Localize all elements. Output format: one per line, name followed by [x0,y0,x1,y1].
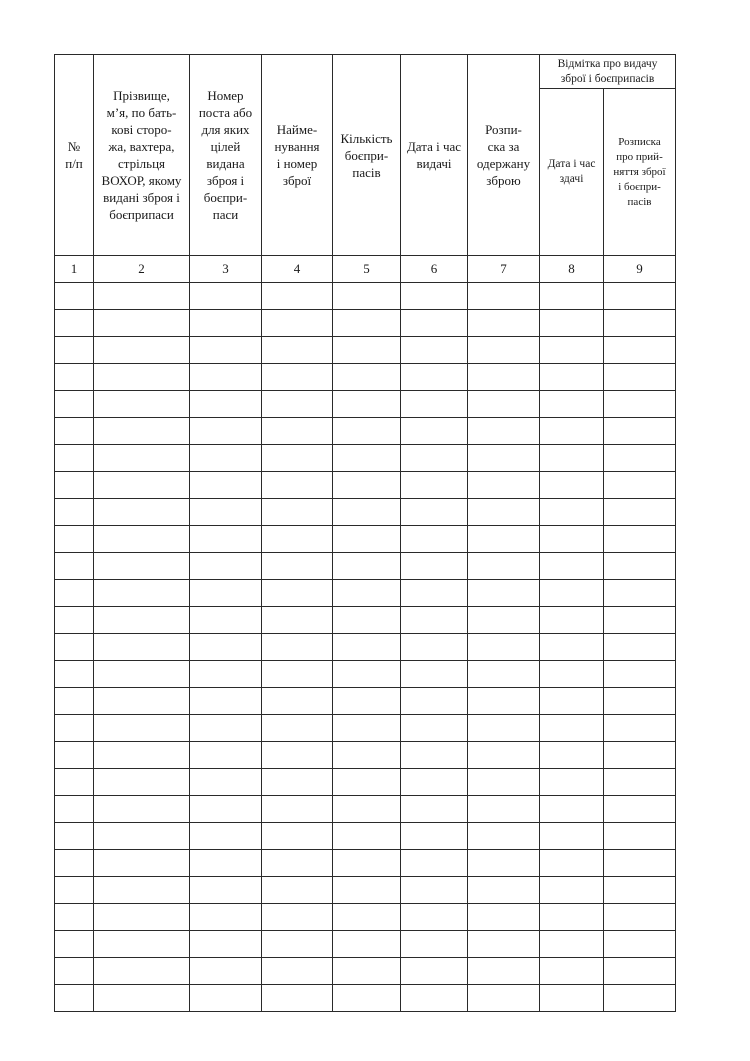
header-post-number: Номер поста або для яких цілей видана зброя і боєпри- паси [190,55,262,256]
table-cell[interactable] [55,418,94,445]
table-row [55,418,676,445]
table-cell[interactable] [262,769,333,796]
table-cell[interactable] [540,391,604,418]
table-cell[interactable] [333,607,401,634]
table-cell[interactable] [55,445,94,472]
table-cell[interactable] [55,472,94,499]
table-cell[interactable] [401,904,468,931]
table-cell[interactable] [190,769,262,796]
table-row [55,796,676,823]
table-cell[interactable] [540,499,604,526]
table-cell[interactable] [190,931,262,958]
table-row [55,472,676,499]
table-cell[interactable] [468,823,540,850]
table-cell[interactable] [333,526,401,553]
table-cell[interactable] [262,310,333,337]
table-row [55,958,676,985]
table-cell[interactable] [262,418,333,445]
table-cell[interactable] [401,472,468,499]
table-cell[interactable] [333,418,401,445]
table-cell[interactable] [333,310,401,337]
table-cell[interactable] [604,850,676,877]
header-acceptance-signature: Розписка про прий- няття зброї і боєпри- пасів [604,89,676,256]
table-cell[interactable] [604,742,676,769]
table-cell[interactable] [262,958,333,985]
table-cell[interactable] [401,580,468,607]
table-cell[interactable] [262,445,333,472]
table-cell[interactable] [190,742,262,769]
table-cell[interactable] [262,337,333,364]
table-cell[interactable] [468,661,540,688]
table-cell[interactable] [468,958,540,985]
table-cell[interactable] [333,877,401,904]
table-cell[interactable] [333,472,401,499]
table-cell[interactable] [55,337,94,364]
table-cell[interactable] [94,337,190,364]
table-cell[interactable] [468,904,540,931]
header-ammo-quantity: Кількість боєпри- пасів [333,55,401,256]
table-cell[interactable] [604,904,676,931]
table-row [55,931,676,958]
table-cell[interactable] [604,364,676,391]
table-cell[interactable] [94,499,190,526]
header-weapon-name-number: Найме- нування і номер зброї [262,55,333,256]
table-cell[interactable] [55,877,94,904]
table-cell[interactable] [401,337,468,364]
table-cell[interactable] [604,337,676,364]
table-cell[interactable] [468,580,540,607]
table-cell[interactable] [468,364,540,391]
table-cell[interactable] [94,553,190,580]
table-cell[interactable] [540,904,604,931]
table-cell[interactable] [333,688,401,715]
table-cell[interactable] [540,877,604,904]
table-cell[interactable] [540,850,604,877]
table-cell[interactable] [333,769,401,796]
table-cell[interactable] [94,580,190,607]
table-row [55,580,676,607]
table-cell[interactable] [262,607,333,634]
table-row [55,364,676,391]
table-cell[interactable] [540,769,604,796]
table-cell[interactable] [468,607,540,634]
table-cell[interactable] [262,823,333,850]
table-cell[interactable] [540,472,604,499]
table-cell[interactable] [55,796,94,823]
table-cell[interactable] [94,688,190,715]
table-cell[interactable] [540,688,604,715]
header-issue-datetime: Дата і час видачі [401,55,468,256]
table-cell[interactable] [333,634,401,661]
column-number: 7 [468,256,540,283]
table-cell[interactable] [190,337,262,364]
table-cell[interactable] [604,688,676,715]
table-cell[interactable] [190,607,262,634]
table-cell[interactable] [262,364,333,391]
table-cell[interactable] [604,715,676,742]
table-row [55,850,676,877]
table-cell[interactable] [540,634,604,661]
table-cell[interactable] [540,364,604,391]
table-cell[interactable] [55,742,94,769]
table-cell[interactable] [94,715,190,742]
table-row [55,985,676,1012]
table-cell[interactable] [540,526,604,553]
table-cell[interactable] [190,796,262,823]
table-cell[interactable] [94,769,190,796]
column-number: 9 [604,256,676,283]
journal-body [55,283,676,1012]
table-cell[interactable] [262,661,333,688]
table-cell[interactable] [262,931,333,958]
table-cell[interactable] [468,985,540,1012]
table-cell[interactable] [55,607,94,634]
table-cell[interactable] [262,742,333,769]
table-cell[interactable] [190,499,262,526]
table-cell[interactable] [540,445,604,472]
column-number: 6 [401,256,468,283]
table-cell[interactable] [468,877,540,904]
table-cell[interactable] [55,283,94,310]
table-cell[interactable] [604,526,676,553]
table-cell[interactable] [94,634,190,661]
table-cell[interactable] [94,472,190,499]
table-cell[interactable] [468,796,540,823]
table-cell[interactable] [55,850,94,877]
table-cell[interactable] [190,715,262,742]
table-cell[interactable] [604,418,676,445]
table-cell[interactable] [468,769,540,796]
table-cell[interactable] [55,931,94,958]
table-cell[interactable] [55,553,94,580]
header-receipt-signature: Розпи- ска за одержану зброю [468,55,540,256]
table-cell[interactable] [540,796,604,823]
table-cell[interactable] [468,688,540,715]
table-cell[interactable] [55,310,94,337]
table-cell[interactable] [604,985,676,1012]
table-cell[interactable] [94,877,190,904]
table-cell[interactable] [55,391,94,418]
table-row [55,310,676,337]
table-cell[interactable] [333,796,401,823]
table-cell[interactable] [333,904,401,931]
table-cell[interactable] [540,553,604,580]
table-cell[interactable] [55,904,94,931]
table-cell[interactable] [55,634,94,661]
table-cell[interactable] [262,877,333,904]
table-cell[interactable] [262,391,333,418]
table-cell[interactable] [540,418,604,445]
table-row [55,823,676,850]
table-cell[interactable] [604,796,676,823]
table-cell[interactable] [468,499,540,526]
table-cell[interactable] [604,283,676,310]
column-number: 3 [190,256,262,283]
table-cell[interactable] [262,904,333,931]
table-cell[interactable] [604,553,676,580]
table-cell[interactable] [94,958,190,985]
table-cell[interactable] [468,634,540,661]
table-cell[interactable] [55,580,94,607]
column-number-row [55,256,676,283]
table-cell[interactable] [604,472,676,499]
table-cell[interactable] [94,823,190,850]
table-cell[interactable] [604,931,676,958]
table-cell[interactable] [262,715,333,742]
table-row [55,445,676,472]
table-cell[interactable] [262,580,333,607]
table-cell[interactable] [333,391,401,418]
table-row [55,769,676,796]
table-cell[interactable] [468,850,540,877]
table-cell[interactable] [401,526,468,553]
table-row [55,607,676,634]
table-cell[interactable] [94,391,190,418]
table-cell[interactable] [401,877,468,904]
table-cell[interactable] [401,688,468,715]
table-cell[interactable] [333,850,401,877]
table-cell[interactable] [333,553,401,580]
table-cell[interactable] [604,877,676,904]
table-cell[interactable] [262,553,333,580]
table-cell[interactable] [468,742,540,769]
table-cell[interactable] [94,931,190,958]
table-cell[interactable] [604,823,676,850]
table-row [55,877,676,904]
table-row [55,283,676,310]
table-cell[interactable] [55,958,94,985]
table-cell[interactable] [55,526,94,553]
table-cell[interactable] [604,445,676,472]
table-cell[interactable] [333,823,401,850]
table-cell[interactable] [604,310,676,337]
table-row [55,661,676,688]
table-cell[interactable] [401,499,468,526]
table-cell[interactable] [190,985,262,1012]
table-row [55,904,676,931]
table-cell[interactable] [190,634,262,661]
table-cell[interactable] [190,553,262,580]
table-cell[interactable] [401,553,468,580]
table-cell[interactable] [55,499,94,526]
table-row [55,553,676,580]
table-cell[interactable] [262,472,333,499]
table-cell[interactable] [190,283,262,310]
table-cell[interactable] [94,445,190,472]
table-cell[interactable] [262,850,333,877]
table-cell[interactable] [190,364,262,391]
table-cell[interactable] [333,337,401,364]
table-cell[interactable] [401,985,468,1012]
table-cell[interactable] [190,877,262,904]
table-cell[interactable] [468,391,540,418]
table-cell[interactable] [333,661,401,688]
table-cell[interactable] [333,715,401,742]
table-cell[interactable] [401,931,468,958]
table-cell[interactable] [401,850,468,877]
table-cell[interactable] [540,607,604,634]
table-cell[interactable] [55,823,94,850]
table-cell[interactable] [401,607,468,634]
table-cell[interactable] [401,742,468,769]
table-cell[interactable] [401,661,468,688]
table-cell[interactable] [55,715,94,742]
table-cell[interactable] [55,985,94,1012]
table-cell[interactable] [468,418,540,445]
table-cell[interactable] [401,634,468,661]
table-cell[interactable] [190,688,262,715]
table-cell[interactable] [468,931,540,958]
table-cell[interactable] [262,283,333,310]
table-cell[interactable] [401,418,468,445]
table-cell[interactable] [468,310,540,337]
table-cell[interactable] [401,769,468,796]
table-cell[interactable] [604,661,676,688]
table-cell[interactable] [540,715,604,742]
column-number: 5 [333,256,401,283]
table-cell[interactable] [401,283,468,310]
header-return-datetime: Дата і час здачі [540,89,604,256]
table-cell[interactable] [94,742,190,769]
table-cell[interactable] [333,364,401,391]
table-row [55,688,676,715]
table-cell[interactable] [540,931,604,958]
table-cell[interactable] [94,418,190,445]
table-cell[interactable] [468,337,540,364]
table-cell[interactable] [468,445,540,472]
table-cell[interactable] [94,364,190,391]
column-number: 1 [55,256,94,283]
table-cell[interactable] [333,445,401,472]
table-cell[interactable] [540,823,604,850]
table-cell[interactable] [262,985,333,1012]
table-cell[interactable] [55,769,94,796]
header-issue-mark-group: Відмітка про видачу зброї і боєприпасів [540,55,676,89]
table-cell[interactable] [401,796,468,823]
table-cell[interactable] [468,715,540,742]
table-cell[interactable] [401,715,468,742]
header-row-number: № п/п [55,55,94,256]
table-cell[interactable] [540,742,604,769]
table-cell[interactable] [94,850,190,877]
table-cell[interactable] [401,310,468,337]
table-cell[interactable] [604,769,676,796]
table-cell[interactable] [401,823,468,850]
table-cell[interactable] [190,904,262,931]
table-cell[interactable] [540,283,604,310]
table-cell[interactable] [190,526,262,553]
table-cell[interactable] [468,472,540,499]
table-row [55,634,676,661]
table-row [55,499,676,526]
table-cell[interactable] [94,283,190,310]
table-cell[interactable] [94,607,190,634]
table-cell[interactable] [190,445,262,472]
table-cell[interactable] [604,391,676,418]
column-number: 2 [94,256,190,283]
header-recipient-name: Прізвище, м’я, по бать- кові сторо- жа, вахтера, стрільця ВОХОР, якому видані зброя і боєприпаси [94,55,190,256]
table-cell[interactable] [262,499,333,526]
table-cell[interactable] [190,310,262,337]
table-row [55,391,676,418]
table-cell[interactable] [401,364,468,391]
table-cell[interactable] [333,985,401,1012]
table-cell[interactable] [262,634,333,661]
table-cell[interactable] [262,796,333,823]
table-cell[interactable] [468,526,540,553]
table-cell[interactable] [190,958,262,985]
column-number: 4 [262,256,333,283]
table-row [55,742,676,769]
table-cell[interactable] [604,634,676,661]
table-cell[interactable] [333,742,401,769]
table-cell[interactable] [262,688,333,715]
table-cell[interactable] [94,904,190,931]
table-cell[interactable] [540,310,604,337]
table-cell[interactable] [333,499,401,526]
table-cell[interactable] [190,823,262,850]
table-cell[interactable] [55,364,94,391]
table-row [55,337,676,364]
table-cell[interactable] [190,661,262,688]
table-cell[interactable] [94,985,190,1012]
table-cell[interactable] [540,580,604,607]
table-cell[interactable] [604,499,676,526]
table-cell[interactable] [55,661,94,688]
table-row [55,526,676,553]
table-row [55,715,676,742]
table-cell[interactable] [333,931,401,958]
table-cell[interactable] [540,958,604,985]
table-cell[interactable] [540,337,604,364]
table-cell[interactable] [333,580,401,607]
table-cell[interactable] [604,958,676,985]
table-cell[interactable] [190,472,262,499]
table-cell[interactable] [94,661,190,688]
table-cell[interactable] [94,310,190,337]
table-cell[interactable] [190,850,262,877]
table-cell[interactable] [55,688,94,715]
table-cell[interactable] [468,283,540,310]
table-cell[interactable] [604,580,676,607]
table-cell[interactable] [262,526,333,553]
table-cell[interactable] [468,553,540,580]
table-cell[interactable] [540,985,604,1012]
table-cell[interactable] [190,418,262,445]
table-cell[interactable] [401,391,468,418]
weapons-issue-journal-table [54,54,676,1012]
table-cell[interactable] [333,958,401,985]
table-cell[interactable] [190,391,262,418]
column-number: 8 [540,256,604,283]
table-cell[interactable] [540,661,604,688]
table-cell[interactable] [94,526,190,553]
table-cell[interactable] [333,283,401,310]
table-cell[interactable] [401,445,468,472]
table-cell[interactable] [401,958,468,985]
table-cell[interactable] [604,607,676,634]
table-cell[interactable] [190,580,262,607]
table-cell[interactable] [94,796,190,823]
